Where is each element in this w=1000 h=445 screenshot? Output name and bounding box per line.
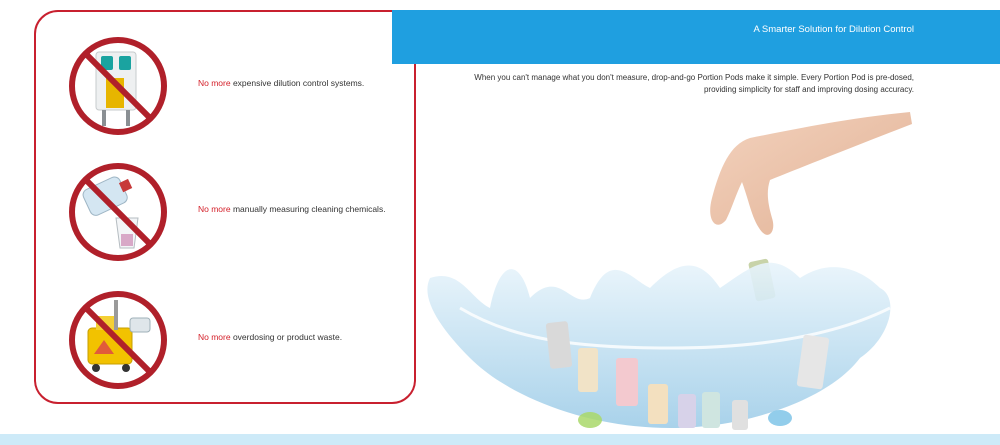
hand-dropping-pod-into-water-image bbox=[420, 108, 920, 438]
description-line-2: providing simplicity for staff and improving dosing accuracy. bbox=[703, 85, 914, 94]
description-line-1: When you can't manage what you don't measure, drop-and-go Portion Pods make it simple. Every Portion Pod is pre-dosed, bbox=[474, 73, 914, 82]
no-more-item-dispenser bbox=[66, 34, 406, 138]
measuring-cup-prohibited-icon bbox=[66, 160, 170, 264]
mop-bucket-prohibited-icon bbox=[66, 288, 170, 392]
description-text bbox=[394, 72, 914, 96]
page-title: A Smarter Solution for Dilution Control bbox=[753, 24, 914, 35]
dispenser-prohibited-icon bbox=[66, 34, 170, 138]
no-more-item-measuring bbox=[66, 160, 406, 264]
no-more-caption-1: No more expensive dilution control systems. bbox=[198, 78, 365, 88]
no-more-item-mop-bucket bbox=[66, 288, 406, 392]
no-more-caption-3: No more overdosing or product waste. bbox=[198, 332, 343, 342]
no-more-panel bbox=[34, 10, 416, 404]
no-more-caption-2: No more manually measuring cleaning chemicals. bbox=[198, 204, 386, 214]
header-band bbox=[392, 10, 1000, 64]
